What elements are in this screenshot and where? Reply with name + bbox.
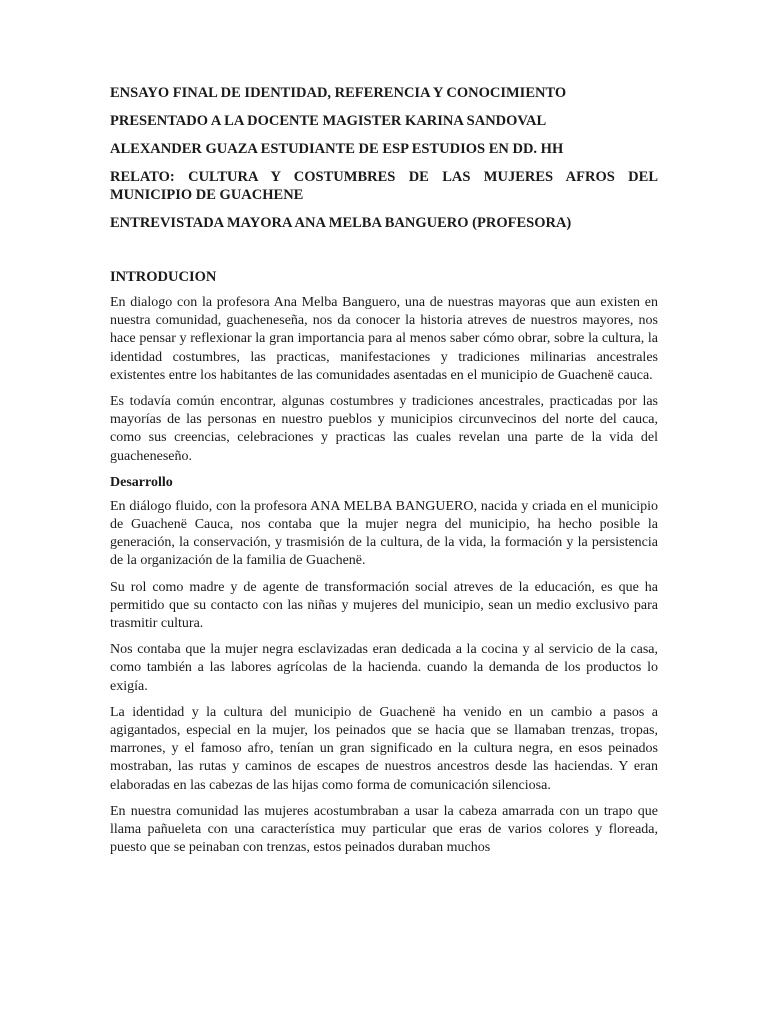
development-paragraph: Nos contaba que la mujer negra esclavizadas eran dedicada a la cocina y al servicio de la casa, como también a las labores agrícolas de la hacienda. cuando la demanda de los productos lo exigía. <box>110 642 658 694</box>
development-heading: Desarrollo <box>110 474 173 490</box>
story-title: RELATO: CULTURA Y COSTUMBRES DE LAS MUJERES AFROS DEL MUNICIPIO DE GUACHENE <box>110 169 658 203</box>
development-paragraph: En diálogo fluido, con la profesora ANA MELBA BANGUERO, nacida y criada en el municipio de Guachenë Cauca, nos contaba que la mujer negra del municipio, ha hecho posible la generación, la conservación, y trasmisión de la cultura, de la vida, la formación y la persistencia de la organización de la familia de Guachenë. <box>110 498 658 569</box>
document-title: ENSAYO FINAL DE IDENTIDAD, REFERENCIA Y CONOCIMIENTO <box>110 85 567 101</box>
intro-paragraph: En dialogo con la profesora Ana Melba Banguero, una de nuestras mayoras que aun existen en nuestra comunidad, guacheneseña, nos da conocer la historia atreves de nuestros mayores, nos hace pensar y reflexionar la gran importancia para al menos saber cómo obrar, sobre la cultura, la identidad costumbres, las practicas, manifestaciones y tradiciones milinarias ancestrales existentes entre los habitantes de las comunidades asentadas en el municipio de Guachenë cauca. <box>110 295 658 383</box>
author-line: ALEXANDER GUAZA ESTUDIANTE DE ESP ESTUDIOS EN DD. HH <box>110 141 564 157</box>
development-paragraph: En nuestra comunidad las mujeres acostumbraban a usar la cabeza amarrada con un trapo que llama pañueleta con una característica muy particular que eras de varios colores y floreada, puesto que se peinaban con trenzas, estos peinados duraban muchos <box>110 803 658 856</box>
interviewee-line: ENTREVISTADA MAYORA ANA MELBA BANGUERO (PROFESORA) <box>110 215 572 231</box>
introduction-heading: INTRODUCION <box>110 269 217 285</box>
presented-to-line: PRESENTADO A LA DOCENTE MAGISTER KARINA SANDOVAL <box>110 113 547 129</box>
intro-paragraph: Es todavía común encontrar, algunas costumbres y tradiciones ancestrales, practicadas por las mayorías de las personas en nuestro pueblos y municipios circunvecinos del norte del cauca, como sus creencias, celebraciones y practicas las cuales revelan una parte de la vida del guacheneseño. <box>110 394 658 464</box>
development-paragraph: La identidad y la cultura del municipio de Guachenë ha venido en un cambio a pasos a agigantados, especial en la mujer, los peinados que se hacia que se llamaban trenzas, tropas, marrones, y el famoso afro, tenían un gran significado en la cultura negra, en esos peinados mostraban, las rutas y caminos de escapes de nuestros ancestros desde las haciendas. Y eran elaboradas en las cabezas de las hijas como forma de comunicación silenciosa. <box>110 704 658 793</box>
development-paragraph: Su rol como madre y de agente de transformación social atreves de la educación, es que ha permitido que su contacto con las niñas y mujeres del municipio, sean un medio exclusivo para trasmitir cultura. <box>110 579 658 632</box>
